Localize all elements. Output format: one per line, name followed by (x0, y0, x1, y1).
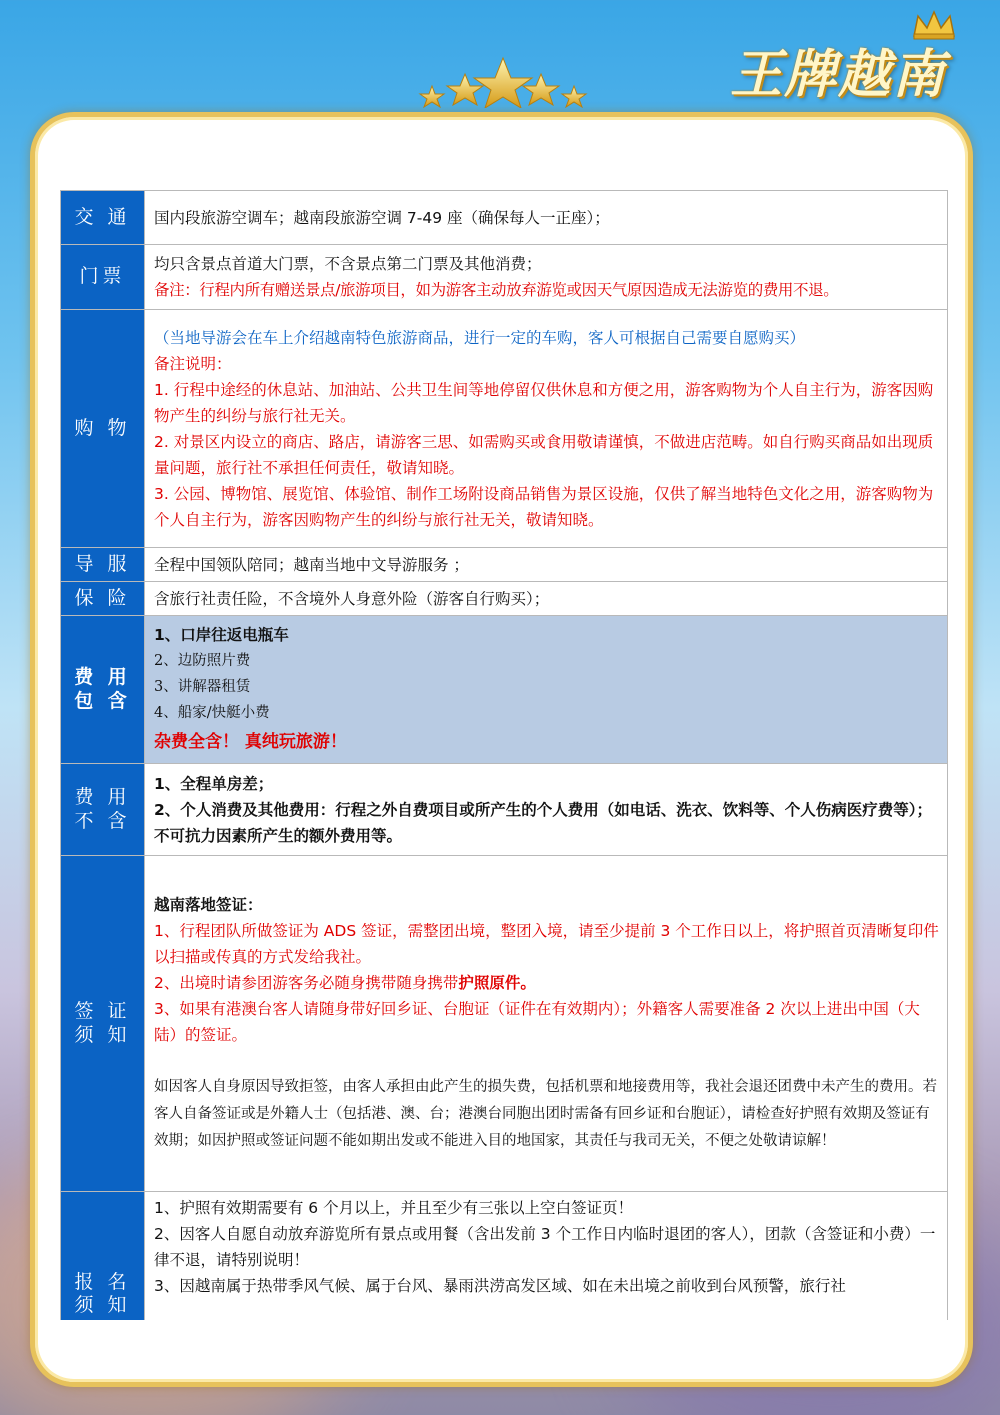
visa-item-2-emphasis: 护照原件。 (458, 974, 536, 992)
row-label-transport: 交 通 (61, 191, 145, 245)
guide-text: 全程中国领队陪同；越南当地中文导游服务 ； (154, 555, 469, 574)
row-label-tickets: 门票 (61, 245, 145, 310)
visa-item-3: 3、如果有港澳台客人请随身带好回乡证、台胞证（证件在有效期内）；外籍客人需要准备 2 次以上进出中国（大陆）的签证。 (154, 1000, 920, 1044)
visa-title: 越南落地签证： (154, 896, 263, 914)
transport-text: 国内段旅游空调车；越南段旅游空调 7-49 座（确保每人一正座）； (154, 208, 610, 227)
visa-spacer (154, 1048, 939, 1074)
row-label-signup (61, 1192, 145, 1321)
row-signup (61, 1192, 948, 1321)
row-visa (61, 856, 948, 1192)
row-label-shopping: 购 物 (61, 310, 145, 548)
row-content-transport (145, 191, 948, 245)
row-content-guide (145, 548, 948, 582)
brand-logo (716, 10, 976, 110)
row-insurance (61, 582, 948, 616)
row-guide (61, 548, 948, 582)
visa-footer: 如因客人自身原因导致拒签，由客人承担由此产生的损失费，包括机票和地接费用等，我社会退还团费中未产生的费用。若客人自备签证或是外籍人士（包括港、澳、台；港澳台同胞出团时需备有回乡证和台胞证），请检查好护照有效期及签证有效期；如因护照或签证问题不能如期出发或不能进入目的地国家，其责任与我司无关，不便之处敬请谅解！ (154, 1079, 937, 1149)
row-content-fees-included (145, 616, 948, 764)
row-label-insurance: 保 险 (61, 582, 145, 616)
row-label-guide: 导 服 (61, 548, 145, 582)
fees-included-label-2: 包 含 (74, 689, 131, 712)
included-slogan: 杂费全含！ 真纯玩旅游！ (154, 731, 347, 752)
tickets-note: 备注：行程内所有赠送景点/旅游项目，如为游客主动放弃游览或因天气原因造成无法游览的费用不退。 (154, 281, 839, 299)
visa-item-2-text: 2、出境时请参团游客务必随身携带随身携带 (154, 974, 459, 992)
included-item-4: 4、船家/快艇小费 (154, 704, 270, 721)
signup-label-2: 须 知 (74, 1294, 131, 1317)
row-content-signup (145, 1192, 948, 1321)
visa-item-2 (154, 970, 939, 996)
visa-label-2: 须 知 (74, 1023, 131, 1046)
row-content-tickets (145, 245, 948, 310)
insurance-text: 含旅行社责任险，不含境外人身意外险（游客自行购买）； (154, 589, 550, 608)
row-transport (61, 191, 948, 245)
included-item-2: 2、边防照片费 (154, 652, 251, 669)
row-label-visa (61, 856, 145, 1192)
signup-item-2: 2、因客人自愿自动放弃游览所有景点或用餐（含出发前 3 个工作日内临时退团的客人），团款（含签证和小费）一律不退，请特别说明！ (154, 1225, 936, 1269)
signup-item-1: 1、护照有效期需要有 6 个月以上，并且至少有三张以上空白签证页！ (154, 1199, 634, 1217)
shopping-item-2: 2. 对景区内设立的商店、路店，请游客三思、如需购买或食用敬请谨慎，不做进店范畴。如自行购买商品如出现质量问题，旅行社不承担任何责任，敬请知晓。 (154, 432, 934, 477)
visa-label-1: 签 证 (74, 999, 131, 1022)
row-content-insurance (145, 582, 948, 616)
fees-excluded-label-1: 费 用 (74, 785, 131, 808)
row-label-fees-excluded (61, 764, 145, 856)
excluded-item-2: 2、个人消费及其他费用：行程之外自费项目或所产生的个人费用（如电话、洗衣、饮料等、个人伤病医疗费等）；不可抗力因素所产生的额外费用等。 (154, 800, 933, 845)
row-content-fees-excluded (145, 764, 948, 856)
shopping-item-1: 1. 行程中途经的休息站、加油站、公共卫生间等地停留仅供休息和方便之用，游客购物为个人自主行为，游客因购物产生的纠纷与旅行社无关。 (154, 380, 934, 425)
row-content-shopping (145, 310, 948, 548)
row-content-visa (145, 856, 948, 1192)
excluded-item-1: 1、全程单房差； (154, 774, 274, 793)
info-table (60, 190, 948, 1320)
row-fees-included (61, 616, 948, 764)
row-fees-excluded (61, 764, 948, 856)
info-table-container (60, 190, 948, 1320)
row-tickets (61, 245, 948, 310)
stars-decoration (418, 56, 588, 108)
signup-item-3: 3、因越南属于热带季风气候、属于台风、暴雨洪涝高发区域、如在未出境之前收到台风预警，旅行社 (154, 1277, 846, 1295)
included-item-1: 1、口岸往返电瓶车 (154, 625, 289, 644)
fees-excluded-label-2: 不 含 (74, 809, 131, 832)
row-shopping (61, 310, 948, 548)
brand-title: 王牌越南 (729, 44, 946, 105)
fees-included-label-1: 费 用 (74, 665, 131, 688)
shopping-item-3: 3. 公园、博物馆、展览馆、体验馆、制作工场附设商品销售为景区设施，仅供了解当地特色文化之用，游客购物为个人自主行为，游客因购物产生的纠纷与旅行社无关，敬请知晓。 (154, 484, 934, 529)
visa-item-1: 1、行程团队所做签证为 ADS 签证，需整团出境，整团入境，请至少提前 3 个工作日以上，将护照首页清晰复印件以扫描或传真的方式发给我社。 (154, 922, 939, 966)
signup-label-1: 报 名 (74, 1270, 131, 1293)
shopping-intro: （当地导游会在车上介绍越南特色旅游商品，进行一定的车购，客人可根据自己需要自愿购买） (154, 328, 806, 347)
row-label-fees-included (61, 616, 145, 764)
tickets-text: 均只含景点首道大门票，不含景点第二门票及其他消费； (154, 255, 542, 273)
included-item-3: 3、讲解器租赁 (154, 678, 251, 695)
shopping-note-title: 备注说明： (154, 354, 232, 373)
